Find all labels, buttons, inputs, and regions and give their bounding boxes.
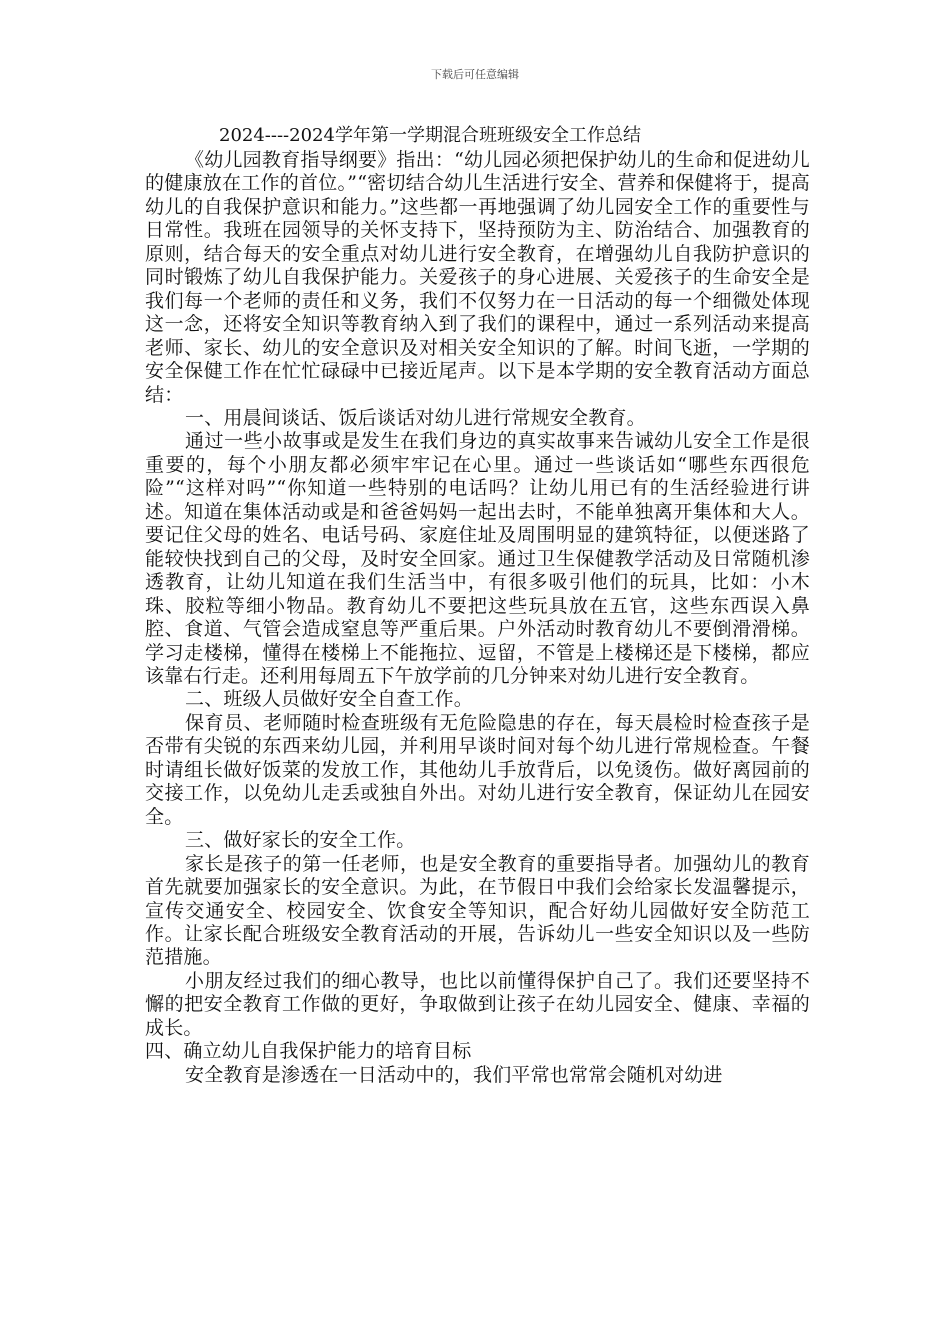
paragraph-section-4: 安全教育是渗透在一日活动中的，我们平常也常常会随机对幼进 — [185, 1063, 723, 1086]
paragraph-section-1: 通过一些小故事或是发生在我们身边的真实故事来告诫幼儿安全工作是很重要的，每个小朋友都必须牢牢记在心里。通过一些谈话如“哪些东西很危险”“这样对吗”“你知道一些特别的电话吗？让幼儿用已有的生活经验进行讲述。知道在集体活动或是和爸爸妈妈一起出去时，不能单独离开集体和大人。要记住父母的姓名、电话号码、家庭住址及周围明显的建筑特征，以便迷路了能较快找到自己的父母，及时安全回家。通过卫生保健教学活动及日常随机渗透教育，让幼儿知道在我们生活当中，有很多吸引他们的玩具，比如：小木珠、胶粒等细小物品。教育幼儿不要把这些玩具放在五官，这些东西误入鼻腔、食道、气管会造成窒息等严重后果。户外活动时教育幼儿不要倒滑滑梯。学习走楼梯，懂得在楼梯上不能拖拉、逗留，不管是上楼梯还是下楼梯，都应该靠右行走。还利用每周五下午放学前的几分钟来对幼儿进行安全教育。 — [145, 430, 810, 687]
document-title: 2024----2024学年第一学期混合班班级安全工作总结 — [219, 125, 641, 146]
paragraph-section-2: 保育员、老师随时检查班级有无危险隐患的存在，每天晨检时检查孩子是否带有尖锐的东西来幼儿园，并利用早谈时间对每个幼儿进行常规检查。午餐时请组长做好饭菜的发放工作，其他幼儿手放背后，以免烫伤。做好离园前的交接工作，以免幼儿走丢或独自外出。对幼儿进行安全教育，保证幼儿在园安全。 — [145, 711, 810, 828]
paragraph-intro: 《幼儿园教育指导纲要》指出：“幼儿园必须把保护幼儿的生命和促进幼儿的健康放在工作的首位。”“密切结合幼儿生活进行安全、营养和保健将于，提高幼儿的自我保护意识和能力。”这些都一再地强调了幼儿园安全工作的重要性与日常性。我班在园领导的关怀支持下，坚持预防为主、防治结合、加强教育的原则，结合每天的安全重点对幼儿进行安全教育，在增强幼儿自我防护意识的同时锻炼了幼儿自我保护能力。关爱孩子的身心进展、关爱孩子的生命安全是我们每一个老师的责任和义务，我们不仅努力在一日活动的每一个细微处体现这一念，还将安全知识等教育纳入到了我们的课程中，通过一系列活动来提高老师、家长、幼儿的安全意识及对相关安全知识的了解。时间飞逝，一学期的安全保健工作在忙忙碌碌中已接近尾声。以下是本学期的安全教育活动方面总结： — [145, 149, 810, 406]
section-heading-3: 三、做好家长的安全工作。 — [185, 829, 416, 852]
section-heading-2: 二、班级人员做好安全自查工作。 — [185, 688, 474, 711]
paragraph-summary: 小朋友经过我们的细心教导，也比以前懂得保护自己了。我们还要坚持不懈的把安全教育工作做的更好，争取做到让孩子在幼儿园安全、健康、幸福的成长。 — [145, 969, 810, 1039]
section-heading-4: 四、确立幼儿自我保护能力的培育目标 — [145, 1040, 472, 1063]
section-heading-1: 一、用晨间谈话、饭后谈话对幼儿进行常规安全教育。 — [185, 406, 646, 429]
page-header-note: 下载后可任意编辑 — [431, 68, 519, 81]
paragraph-section-3: 家长是孩子的第一任老师，也是安全教育的重要指导者。加强幼儿的教育首先就要加强家长的安全意识。为此，在节假日中我们会给家长发温馨提示，宣传交通安全、校园安全、饮食安全等知识，配合好幼儿园做好安全防范工作。让家长配合班级安全教育活动的开展，告诉幼儿一些安全知识以及一些防范措施。 — [145, 852, 810, 969]
document-body — [145, 124, 810, 1087]
